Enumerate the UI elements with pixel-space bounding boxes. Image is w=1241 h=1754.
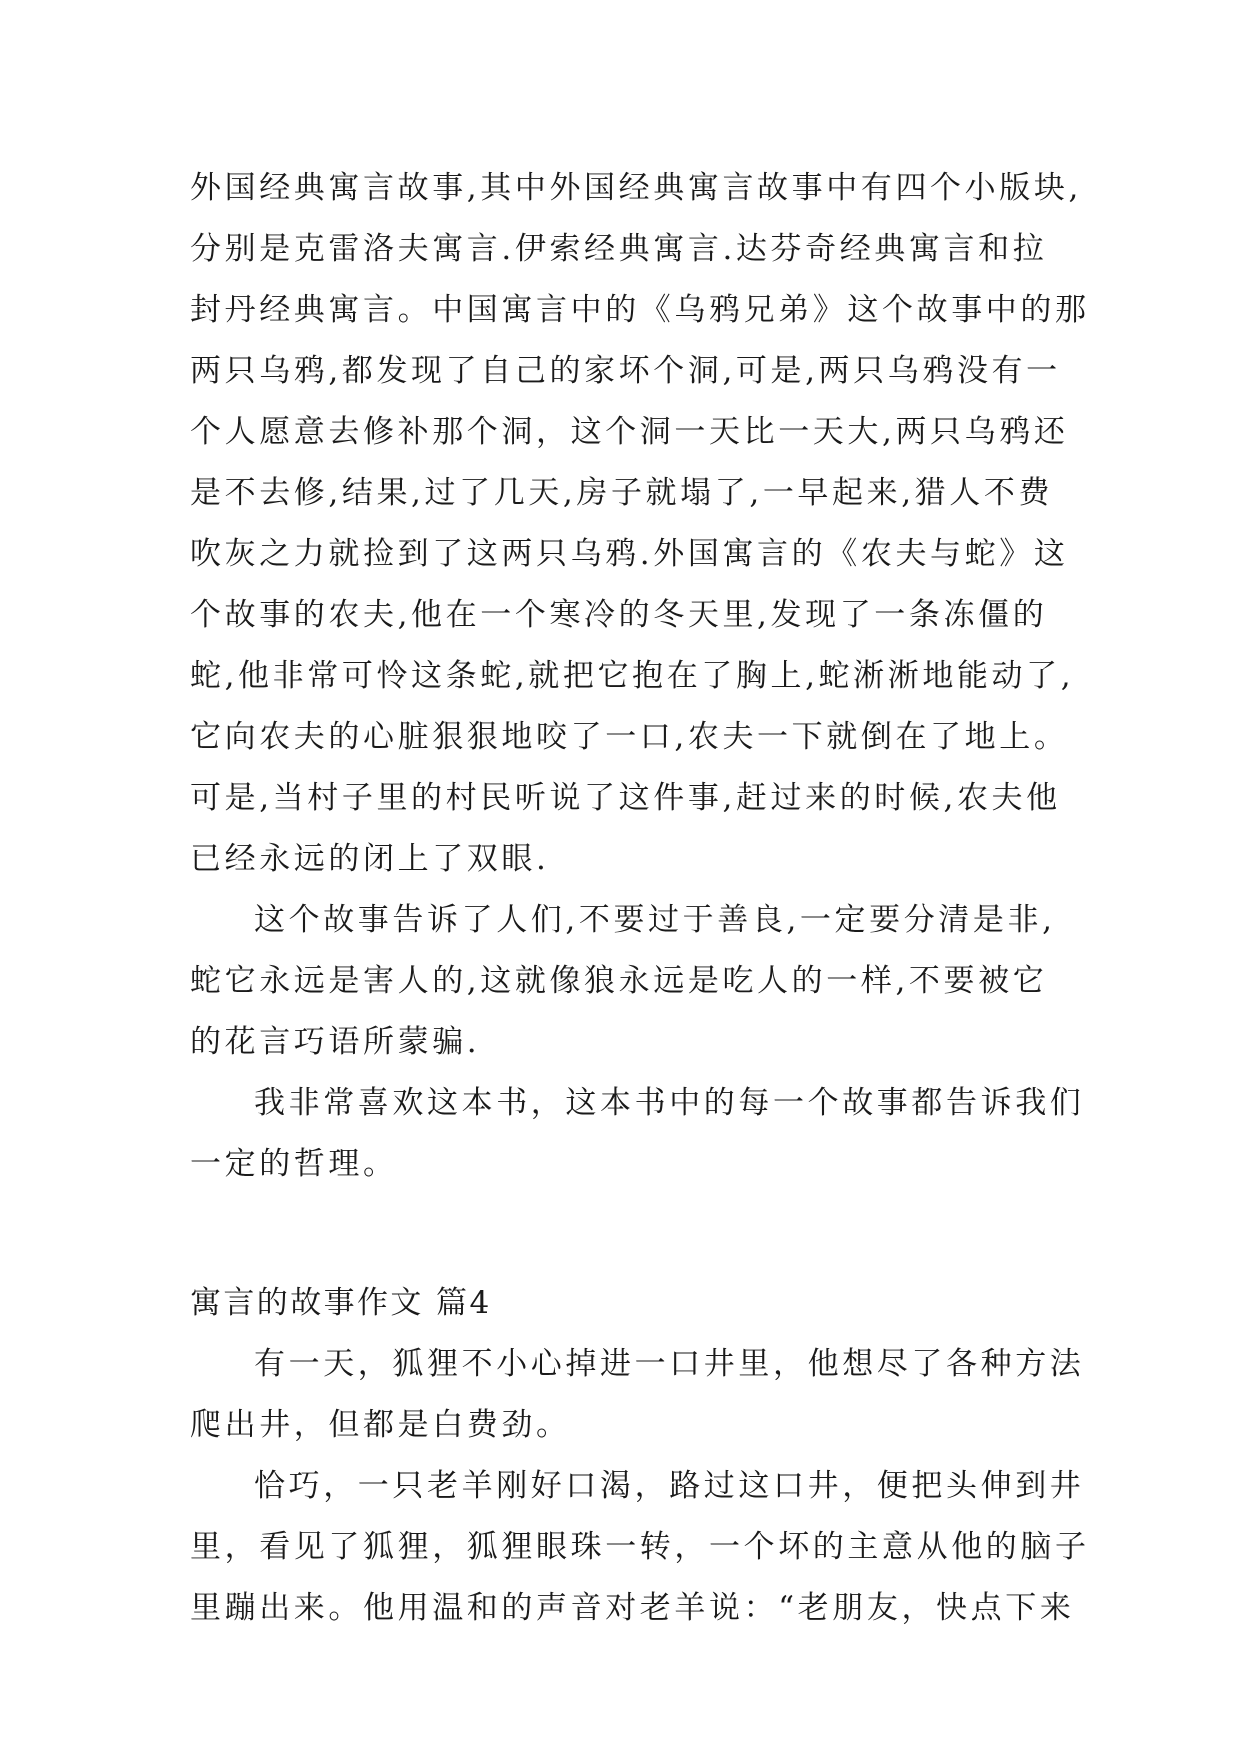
text-line: 里，看见了狐狸，狐狸眼珠一转，一个坏的主意从他的脑子: [190, 1529, 1090, 1565]
text-line: 吹灰之力就捡到了这两只乌鸦.外国寓言的《农夫与蛇》这: [190, 536, 1069, 572]
document-body: [190, 158, 1090, 1639]
section-spacer: [190, 1195, 1060, 1273]
text-line: 外国经典寓言故事,其中外国经典寓言故事中有四个小版块,: [190, 170, 1082, 206]
text-line: 一定的哲理。: [190, 1146, 398, 1182]
text-line: 两只乌鸦,都发现了自己的家坏个洞,可是,两只乌鸦没有一: [190, 353, 1061, 389]
text-line: 封丹经典寓言。中国寓言中的《乌鸦兄弟》这个故事中的那: [190, 292, 1090, 328]
text-line: 可是,当村子里的村民听说了这件事,赶过来的时候,农夫他: [190, 780, 1061, 816]
paragraph-moral: [190, 890, 1060, 1073]
text-line: 个故事的农夫,他在一个寒冷的冬天里,发现了一条冻僵的: [190, 597, 1048, 633]
text-line: 分别是克雷洛夫寓言.伊索经典寓言.达芬奇经典寓言和拉: [190, 231, 1048, 267]
text-line: 的花言巧语所蒙骗.: [190, 1024, 481, 1060]
text-line: 个人愿意去修补那个洞，这个洞一天比一天大,两只乌鸦还: [190, 414, 1069, 450]
paragraph-conclusion: [190, 1073, 1085, 1195]
text-line: 已经永远的闭上了双眼.: [190, 841, 550, 877]
text-line: 爬出井，但都是白费劲。: [190, 1407, 571, 1443]
text-line: 里蹦出来。他用温和的声音对老羊说：“老朋友，快点下来: [190, 1590, 1075, 1626]
paragraph-old-goat: [190, 1456, 1090, 1639]
section-heading: 寓言的故事作文 篇4: [190, 1285, 492, 1321]
text-line: 蛇,他非常可怜这条蛇,就把它抱在了胸上,蛇淅淅地能动了,: [190, 658, 1075, 694]
paragraph-fable-summary: [190, 158, 1090, 890]
text-line: 是不去修,结果,过了几天,房子就塌了,一早起来,猎人不费: [190, 475, 1054, 511]
text-line: 恰巧，一只老羊刚好口渴，路过这口井，便把头伸到井: [254, 1468, 1085, 1504]
text-line: 有一天，狐狸不小心掉进一口井里，他想尽了各种方法: [254, 1346, 1085, 1382]
text-line: 它向农夫的心脏狠狠地咬了一口,农夫一下就倒在了地上。: [190, 719, 1069, 755]
text-line: 蛇它永远是害人的,这就像狼永远是吃人的一样,不要被它: [190, 963, 1048, 999]
text-line: 我非常喜欢这本书，这本书中的每一个故事都告诉我们: [254, 1085, 1085, 1121]
paragraph-fox-in-well: [190, 1334, 1085, 1456]
text-line: 这个故事告诉了人们,不要过于善良,一定要分清是非,: [254, 902, 1056, 938]
